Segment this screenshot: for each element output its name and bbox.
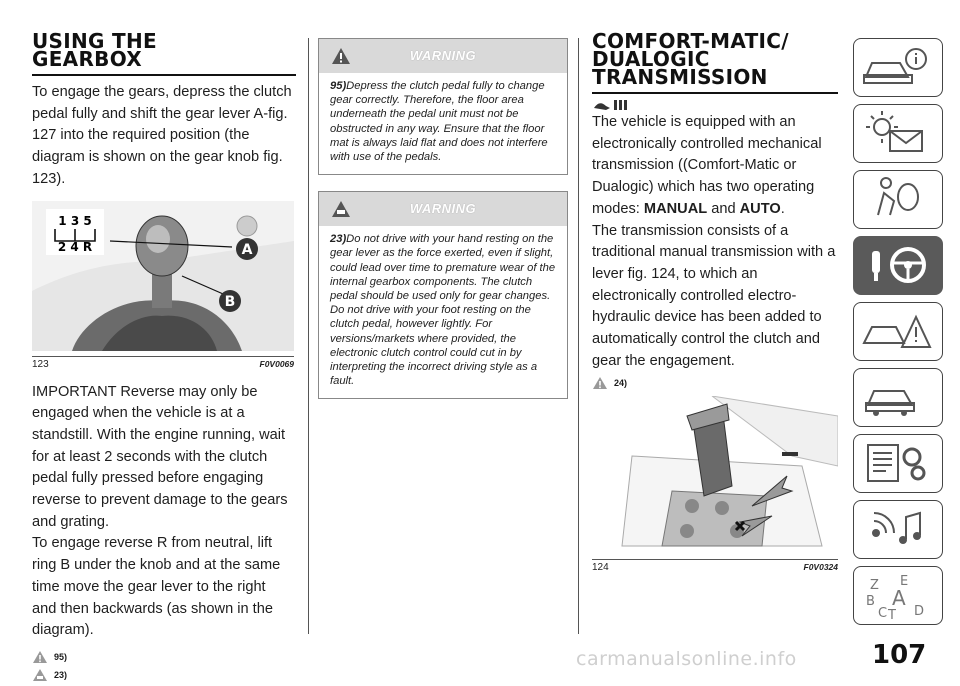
figure-caption — [32, 356, 294, 370]
caution-ref-label: 23) — [54, 669, 68, 680]
title-line: GEARBOX — [32, 47, 143, 71]
index-letter: B — [866, 594, 875, 609]
figure-code: F0V0069 — [259, 358, 294, 369]
hand-version-icon — [592, 98, 632, 112]
tab-maintenance[interactable] — [853, 368, 943, 427]
warning-box-23 — [318, 191, 568, 399]
version-icons — [592, 98, 838, 112]
figure-caption — [592, 559, 838, 573]
para-text: . — [780, 200, 785, 217]
title-line: DUALOGIC — [592, 47, 710, 71]
warning-ref-label: 95) — [54, 651, 68, 662]
section-title-transmission — [592, 29, 838, 89]
warning-header — [319, 39, 567, 73]
title-line: COMFORT-MATIC/ — [592, 29, 789, 53]
tab-multimedia[interactable] — [853, 500, 943, 559]
transmission-paragraph: The transmission consists of a traditional manual transmission with a lever fig. 124, to which an electronically controlled electro-hydraulic device has been added to automatically control the clutch and gear the engagement. — [592, 222, 836, 369]
column-warnings — [318, 0, 568, 399]
figure-code: F0V0324 — [803, 562, 838, 573]
car-info-icon — [854, 39, 941, 95]
warning-title: WARNING — [409, 201, 477, 217]
car-maintenance-icon — [854, 369, 941, 425]
title-line: USING THE — [32, 29, 157, 53]
title-rule — [32, 74, 296, 76]
gear-lever-illustration — [592, 396, 838, 554]
gear-pattern-bottom: 2 4 R — [57, 239, 93, 254]
tab-technical-data[interactable] — [853, 434, 943, 493]
warning-triangle-icon — [32, 650, 48, 664]
para-text: and — [707, 200, 740, 217]
figure-number: 123 — [32, 358, 49, 370]
tab-emergency[interactable] — [853, 302, 943, 361]
title-rule — [592, 92, 838, 94]
column-gearbox — [32, 0, 294, 686]
tab-safety[interactable] — [853, 170, 943, 229]
mode-manual: MANUAL — [643, 200, 708, 217]
tab-car-info[interactable] — [853, 38, 943, 97]
transmission-intro — [592, 112, 838, 221]
index-icon — [854, 567, 941, 623]
gear-knob-illustration — [32, 201, 294, 351]
label-a: A — [241, 241, 253, 258]
multimedia-icon — [854, 501, 941, 557]
warning-ref-label: 24) — [614, 378, 628, 389]
figure-124 — [592, 396, 838, 573]
reverse-paragraph: To engage reverse R from neutral, lift ring B under the knob and at the same time move the gear lever to the right and then backwards (as shown in the diagram). — [32, 535, 281, 639]
column-divider-2 — [578, 38, 579, 634]
tab-starting-driving[interactable] — [853, 236, 943, 295]
index-letter: E — [900, 574, 909, 589]
warning-lights-icon — [854, 105, 941, 161]
warning-text — [319, 73, 567, 174]
figure-123 — [32, 201, 294, 370]
intro-paragraph: To engage the gears, depress the clutch pedal fully and shift the gear lever A-fig. 127 into the required position (the diagram is shown on the gear knob fig. 123). — [32, 84, 292, 187]
warning-triangle-icon — [331, 47, 351, 65]
label-b: B — [224, 293, 236, 310]
important-paragraph: IMPORTANT Reverse may only be engaged when the vehicle is at a standstill. With the engine running, wait for at least 2 seconds with the clutch pedal fully pressed before engaging reverse to prevent damage to the gears and grating. — [32, 383, 288, 530]
caution-car-icon — [32, 668, 48, 682]
warning-triangle-icon — [592, 376, 608, 390]
title-line: TRANSMISSION — [592, 65, 768, 89]
warning-number: 23) — [330, 233, 347, 246]
caution-reference[interactable] — [32, 668, 294, 682]
para-text: The vehicle is equipped with an electronically controlled mechanical transmission ((Comfort-Matic or Dualogic) which has two operating modes: — [592, 114, 822, 217]
gear-pattern-top: 1 3 5 — [58, 213, 92, 228]
caution-car-icon — [331, 200, 351, 218]
warning-reference[interactable] — [592, 376, 838, 390]
figure-number: 124 — [592, 562, 609, 574]
index-letter: C — [878, 606, 888, 621]
column-transmission — [592, 0, 838, 573]
warning-header — [319, 192, 567, 226]
warning-title: WARNING — [409, 48, 477, 63]
warning-body: Do not drive with your hand resting on the gear lever as the force exerted, even if slight, could lead over time to premature wear of the internal gearbox components. The clutch pedal should be used only for gear changes. Do not drive with your foot resting on the clutch pedal, however lightly. For versions/markets where provided, the electronic clutch control could cut in by interpreting the incorrect driving style as a fault. — [330, 233, 556, 388]
index-letter: T — [888, 608, 896, 623]
warning-number: 95) — [330, 80, 347, 92]
warning-body: Depress the clutch pedal fully to change gear correctly. Therefore, the floor area underneath the pedal unit must not be obstructed in any way. Ensure that the floor mat is always laid flat and does not interfere with use of the pedals. — [330, 80, 548, 164]
tab-index[interactable] — [853, 566, 943, 625]
warning-reference[interactable] — [32, 650, 294, 664]
warning-text — [319, 226, 567, 398]
mode-auto: AUTO — [739, 200, 781, 217]
safety-airbag-icon — [854, 171, 941, 227]
column-divider-1 — [308, 38, 309, 634]
technical-data-icon — [854, 435, 941, 491]
section-title-using-gearbox — [32, 29, 294, 71]
key-steering-wheel-icon — [854, 237, 941, 293]
index-letter: D — [914, 604, 925, 619]
tab-warning-lights[interactable] — [853, 104, 943, 163]
watermark: carmanualsonline.info — [576, 648, 797, 670]
index-letter: Z — [870, 578, 879, 593]
warning-box-95 — [318, 38, 568, 175]
index-letter: A — [892, 586, 906, 610]
page-number: 107 — [872, 640, 927, 670]
emergency-icon — [854, 303, 941, 359]
